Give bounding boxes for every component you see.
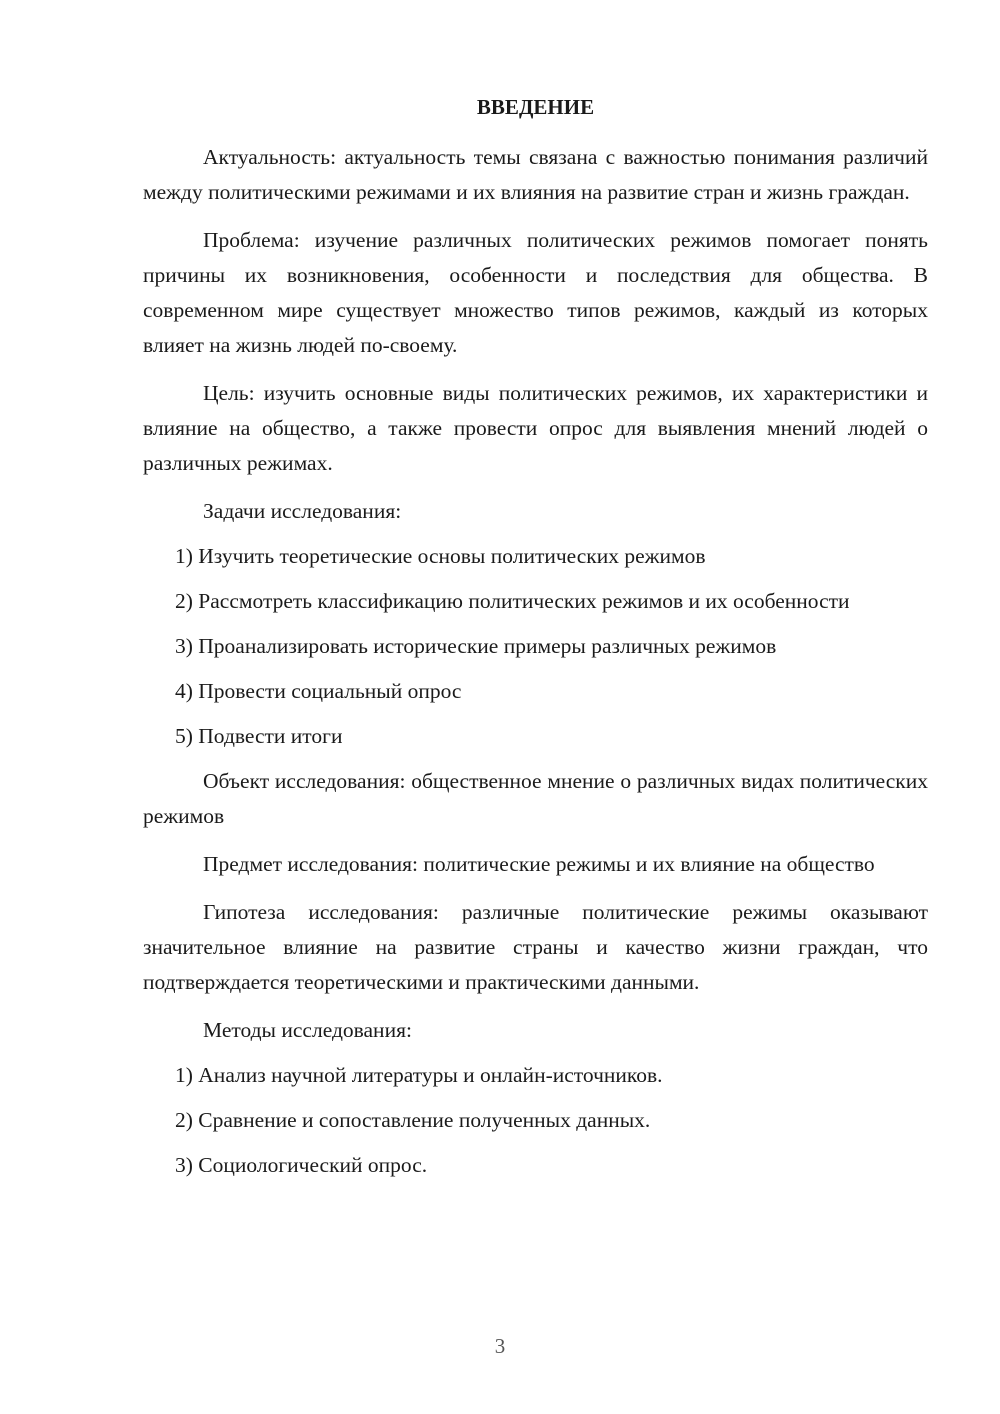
method-item: 2) Сравнение и сопоставление полученных данных. <box>175 1108 651 1132</box>
method-item: 1) Анализ научной литературы и онлайн-источников. <box>175 1063 663 1087</box>
methods-heading: Методы исследования: <box>203 1018 412 1042</box>
goal-paragraph: Цель: изучить основные виды политических режимов, их характеристики и влияние на общество, а также провести опрос для выявления мнений людей о различных режимах. <box>143 381 928 475</box>
document-page <box>143 92 928 1193</box>
subject-paragraph: Предмет исследования: политические режимы и их влияние на общество <box>203 852 875 876</box>
problem-paragraph: Проблема: изучение различных политических режимов помогает понять причины их возникновения, особенности и последствия для общества. В современном мире существует множество типов режимов, каждый из которых влияет на жизнь людей по-своему. <box>143 228 928 357</box>
task-item: 2) Рассмотреть классификацию политических режимов и их особенности <box>175 589 850 613</box>
tasks-heading: Задачи исследования: <box>203 499 402 523</box>
hypothesis-paragraph: Гипотеза исследования: различные политические режимы оказывают значительное влияние на развитие страны и качество жизни граждан, что подтверждается теоретическими и практическими данными. <box>143 900 928 994</box>
method-item: 3) Социологический опрос. <box>175 1153 428 1177</box>
object-paragraph: Объект исследования: общественное мнение о различных видах политических режимов <box>143 769 928 828</box>
task-item: 5) Подвести итоги <box>175 724 343 748</box>
task-item: 1) Изучить теоретические основы политических режимов <box>175 544 706 568</box>
relevance-paragraph: Актуальность: актуальность темы связана с важностью понимания различий между политическими режимами и их влияния на развитие стран и жизнь граждан. <box>143 145 928 204</box>
task-item: 4) Провести социальный опрос <box>175 679 462 703</box>
task-item: 3) Проанализировать исторические примеры различных режимов <box>175 634 777 658</box>
page-number: 3 <box>494 1334 506 1358</box>
document-title: ВВЕДЕНИЕ <box>476 95 595 119</box>
